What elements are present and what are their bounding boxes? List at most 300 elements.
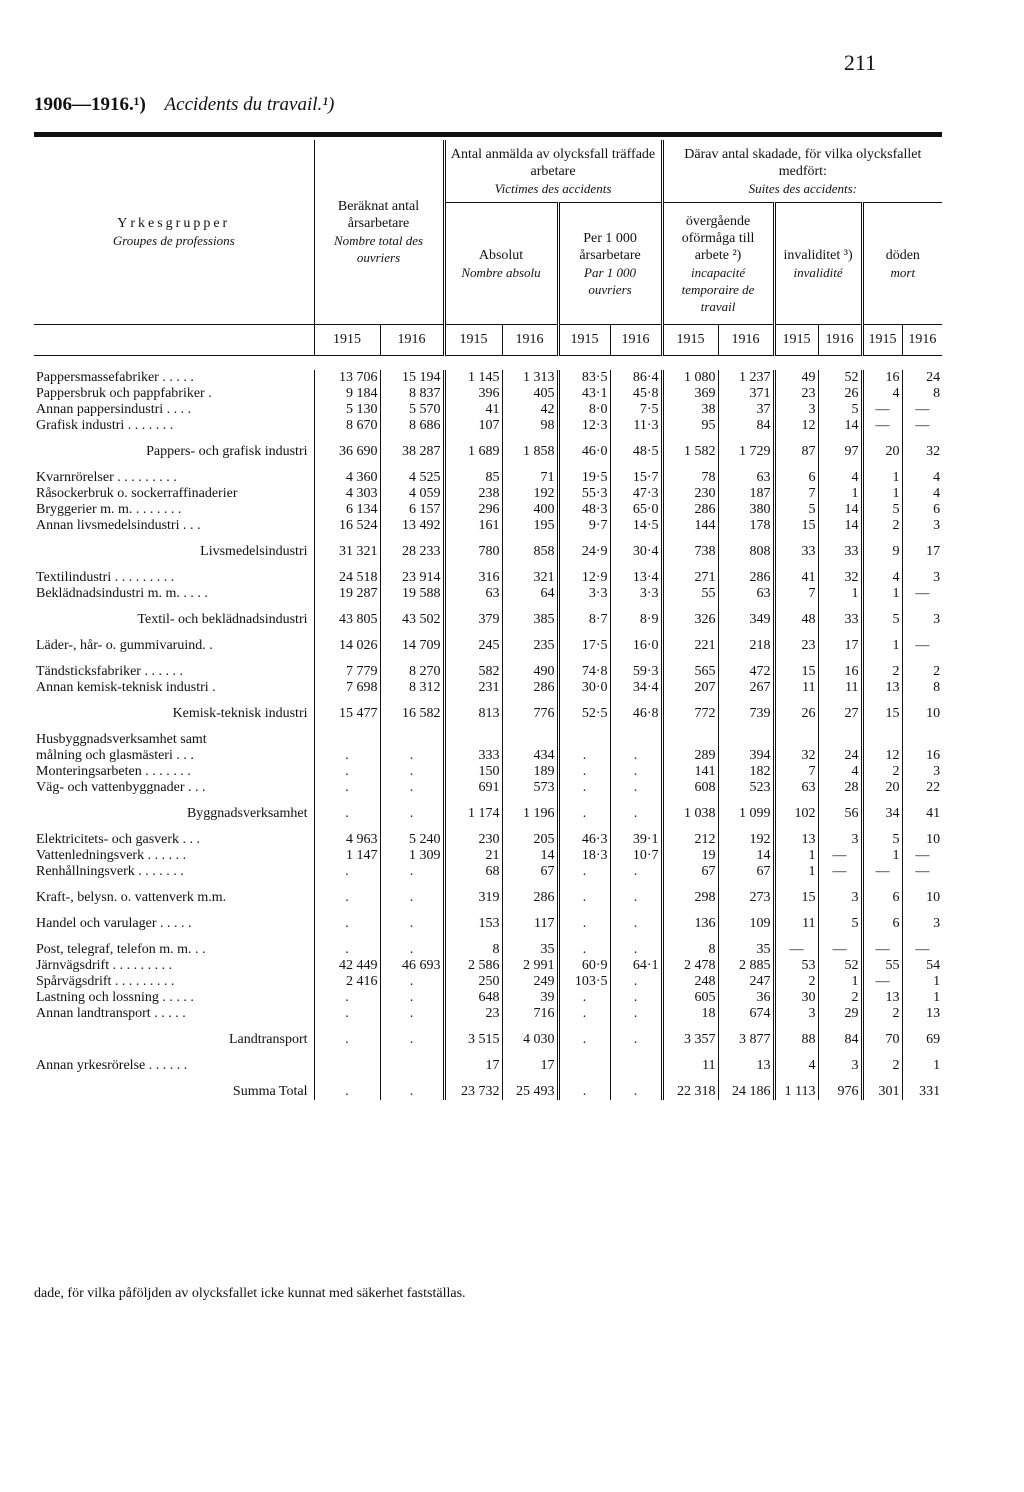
- cell-value: 2 586: [444, 958, 502, 974]
- cell-value: 12: [774, 418, 818, 434]
- cell-value: 1 689: [444, 444, 502, 460]
- cell-value: 8: [902, 386, 942, 402]
- cell-value: 349: [718, 612, 774, 628]
- cell-value: 674: [718, 1006, 774, 1022]
- cell-value: 2: [862, 764, 902, 780]
- cell-value: 102: [774, 806, 818, 822]
- death-header: [862, 203, 942, 325]
- cell-value: 8·7: [558, 612, 610, 628]
- cell-value: 11: [818, 680, 862, 696]
- cell-value: .: [380, 864, 444, 880]
- cell-value: 7 698: [314, 680, 380, 696]
- cell-value: .: [380, 1084, 444, 1100]
- cell-value: 17·5: [558, 638, 610, 654]
- cell-value: 63: [444, 586, 502, 602]
- cell-value: 32: [818, 570, 862, 586]
- cell-value: 30·0: [558, 680, 610, 696]
- row-label: Bryggerier m. m. . . . . . . .: [36, 502, 182, 517]
- cell-value: 56: [818, 806, 862, 822]
- cell-value: 64·1: [610, 958, 662, 974]
- table-row-total: [34, 706, 942, 722]
- cell-value: 249: [502, 974, 558, 990]
- cell-value: 4: [818, 470, 862, 486]
- row-label: Annan landtransport . . . . .: [36, 1006, 186, 1021]
- cell-value: 46·3: [558, 832, 610, 848]
- cell-value: 46·8: [610, 706, 662, 722]
- cell-value: 605: [662, 990, 718, 1006]
- cell-value: 4 059: [380, 486, 444, 502]
- cell-value: 23 914: [380, 570, 444, 586]
- cell-value: 71: [502, 470, 558, 486]
- spacer-row: [34, 906, 942, 916]
- cell-value: 319: [444, 890, 502, 906]
- cell-value: [818, 732, 862, 748]
- cell-value: 286: [502, 680, 558, 696]
- row-label: Kvarnrörelser . . . . . . . . .: [36, 470, 177, 485]
- cell-value: [718, 732, 774, 748]
- cell-value: 117: [502, 916, 558, 932]
- cell-value: 2 478: [662, 958, 718, 974]
- cell-value: 14: [502, 848, 558, 864]
- cell-value: 1 582: [662, 444, 718, 460]
- cell-value: —: [818, 864, 862, 880]
- cell-value: 369: [662, 386, 718, 402]
- cell-value: 60·9: [558, 958, 610, 974]
- temporary-header-sv: övergående oförmåga till arbete ²): [681, 213, 755, 263]
- cell-value: .: [314, 780, 380, 796]
- cell-value: 54: [902, 958, 942, 974]
- cell-value: 14 709: [380, 638, 444, 654]
- year-header: 1915: [774, 325, 818, 356]
- cell-value: .: [314, 1032, 380, 1048]
- cell-value: 1 174: [444, 806, 502, 822]
- year-header: 1915: [662, 325, 718, 356]
- table-row: [34, 832, 942, 848]
- row-label: Handel och varulager . . . . .: [36, 916, 192, 931]
- spacer-row: [34, 534, 942, 544]
- table-row: [34, 942, 942, 958]
- consequences-header: [662, 140, 942, 203]
- cell-value: 2: [774, 974, 818, 990]
- cell-value: 3: [818, 832, 862, 848]
- cell-value: 1: [818, 486, 862, 502]
- table-row-total: [34, 444, 942, 460]
- cell-value: 36: [718, 990, 774, 1006]
- row-label: Textil- och beklädnadsindustri: [137, 612, 308, 627]
- cell-value: —: [862, 974, 902, 990]
- cell-value: 13 492: [380, 518, 444, 534]
- cell-value: 78: [662, 470, 718, 486]
- cell-value: 88: [774, 1032, 818, 1048]
- cell-value: 52: [818, 370, 862, 386]
- cell-value: 28 233: [380, 544, 444, 560]
- cell-value: 3 877: [718, 1032, 774, 1048]
- cell-value: 4 963: [314, 832, 380, 848]
- cell-value: 55: [862, 958, 902, 974]
- cell-value: 36 690: [314, 444, 380, 460]
- cell-value: 67: [662, 864, 718, 880]
- cell-value: 35: [718, 942, 774, 958]
- cell-value: 84: [718, 418, 774, 434]
- cell-value: 52·5: [558, 706, 610, 722]
- cell-value: .: [314, 864, 380, 880]
- footnote: dade, för vilka påföljden av olycksfallet icke kunnat med säkerhet fastställas.: [34, 1286, 466, 1301]
- cell-value: 271: [662, 570, 718, 586]
- cell-value: 23: [774, 638, 818, 654]
- row-label: Tändsticksfabriker . . . . . .: [36, 664, 183, 679]
- row-label: Annan kemisk-teknisk industri .: [36, 680, 216, 695]
- cell-value: 19 588: [380, 586, 444, 602]
- cell-value: 1 729: [718, 444, 774, 460]
- cell-value: 8 837: [380, 386, 444, 402]
- spacer-row: [34, 654, 942, 664]
- cell-value: [444, 732, 502, 748]
- cell-value: 16 582: [380, 706, 444, 722]
- cell-value: 33: [774, 544, 818, 560]
- cell-value: 385: [502, 612, 558, 628]
- cell-value: .: [380, 1032, 444, 1048]
- table-body: [34, 370, 942, 1100]
- per1000-header-fr: Par 1 000 ouvriers: [584, 264, 637, 297]
- cell-value: 15: [774, 664, 818, 680]
- cell-value: 286: [662, 502, 718, 518]
- cell-value: .: [380, 764, 444, 780]
- cell-value: 7 779: [314, 664, 380, 680]
- cell-value: 5: [862, 612, 902, 628]
- year-header: 1915: [444, 325, 502, 356]
- temporary-header: [662, 203, 774, 325]
- table-header: [34, 140, 942, 370]
- cell-value: 301: [862, 1084, 902, 1100]
- cell-value: 1: [774, 848, 818, 864]
- cell-value: —: [902, 864, 942, 880]
- cell-value: [314, 732, 380, 748]
- table-row: [34, 864, 942, 880]
- cell-value: 23 732: [444, 1084, 502, 1100]
- cell-value: 8: [662, 942, 718, 958]
- cell-value: 103·5: [558, 974, 610, 990]
- cell-value: .: [314, 748, 380, 764]
- cell-value: 34·4: [610, 680, 662, 696]
- cell-value: [662, 732, 718, 748]
- cell-value: —: [902, 586, 942, 602]
- table-row-total: [34, 612, 942, 628]
- cell-value: 14: [718, 848, 774, 864]
- cell-value: 250: [444, 974, 502, 990]
- reported-header-fr: Victimes des accidents: [494, 180, 612, 196]
- cell-value: 4 360: [314, 470, 380, 486]
- table-row: [34, 570, 942, 586]
- cell-value: 192: [718, 832, 774, 848]
- table-row-total: [34, 806, 942, 822]
- cell-value: 17: [902, 544, 942, 560]
- cell-value: 4: [862, 570, 902, 586]
- cell-value: .: [314, 1006, 380, 1022]
- table-row: [34, 848, 942, 864]
- spacer-row: [34, 434, 942, 444]
- cell-value: 7: [774, 586, 818, 602]
- cell-value: 648: [444, 990, 502, 1006]
- table-row: [34, 470, 942, 486]
- row-label: Pappersmassefabriker . . . . .: [36, 370, 194, 385]
- cell-value: 16: [862, 370, 902, 386]
- cell-value: —: [902, 638, 942, 654]
- table-row: [34, 664, 942, 680]
- cell-value: .: [558, 1084, 610, 1100]
- cell-value: 1: [902, 974, 942, 990]
- invalidity-header: [774, 203, 862, 325]
- cell-value: .: [380, 942, 444, 958]
- cell-value: 3·3: [610, 586, 662, 602]
- row-label: Råsockerbruk o. sockerraffinaderier: [36, 486, 238, 501]
- cell-value: 1: [818, 586, 862, 602]
- cell-value: 48: [774, 612, 818, 628]
- cell-value: 19·5: [558, 470, 610, 486]
- spacer-row: [34, 696, 942, 706]
- table-row: [34, 418, 942, 434]
- cell-value: 182: [718, 764, 774, 780]
- row-label: Post, telegraf, telefon m. m. . .: [36, 942, 206, 957]
- cell-value: 33: [818, 612, 862, 628]
- cell-value: [314, 1058, 380, 1074]
- cell-value: [862, 732, 902, 748]
- cell-value: 5 570: [380, 402, 444, 418]
- cell-value: 4: [818, 764, 862, 780]
- cell-value: 17: [818, 638, 862, 654]
- cell-value: 74·8: [558, 664, 610, 680]
- cell-value: 2: [902, 664, 942, 680]
- cell-value: .: [610, 990, 662, 1006]
- cell-value: 195: [502, 518, 558, 534]
- page-number: 211: [843, 50, 877, 75]
- cell-value: .: [380, 974, 444, 990]
- cell-value: 16: [818, 664, 862, 680]
- cell-value: 22 318: [662, 1084, 718, 1100]
- cell-value: [558, 732, 610, 748]
- cell-value: 230: [444, 832, 502, 848]
- cell-value: 70: [862, 1032, 902, 1048]
- cell-value: .: [558, 942, 610, 958]
- cell-value: 43 502: [380, 612, 444, 628]
- cell-value: 6: [862, 916, 902, 932]
- cell-value: 1 237: [718, 370, 774, 386]
- cell-value: 63: [718, 470, 774, 486]
- cell-value: 1 313: [502, 370, 558, 386]
- cell-value: 15·7: [610, 470, 662, 486]
- cell-value: 86·4: [610, 370, 662, 386]
- cell-value: .: [558, 1032, 610, 1048]
- cell-value: 12·9: [558, 570, 610, 586]
- cell-value: 161: [444, 518, 502, 534]
- cell-value: 17: [444, 1058, 502, 1074]
- cell-value: 13·4: [610, 570, 662, 586]
- cell-value: 6: [862, 890, 902, 906]
- cell-value: 5: [862, 502, 902, 518]
- cell-value: 15: [774, 518, 818, 534]
- table-row: [34, 586, 942, 602]
- row-label: Annan livsmedelsindustri . . .: [36, 518, 201, 533]
- cell-value: 772: [662, 706, 718, 722]
- cell-value: 33: [818, 544, 862, 560]
- cell-value: 286: [502, 890, 558, 906]
- consequences-header-sv: Därav antal skadade, för vilka olycksfallet medfört:: [684, 146, 922, 179]
- cell-value: .: [380, 748, 444, 764]
- cell-value: 17: [502, 1058, 558, 1074]
- cell-value: 3: [902, 518, 942, 534]
- cell-value: 1: [818, 974, 862, 990]
- cell-value: 9 184: [314, 386, 380, 402]
- cell-value: 780: [444, 544, 502, 560]
- cell-value: 20: [862, 780, 902, 796]
- cell-value: .: [558, 890, 610, 906]
- cell-value: [502, 732, 558, 748]
- cell-value: .: [558, 748, 610, 764]
- cell-value: 29: [818, 1006, 862, 1022]
- table-row: [34, 890, 942, 906]
- table-row: [34, 990, 942, 1006]
- cell-value: 289: [662, 748, 718, 764]
- cell-value: 4 303: [314, 486, 380, 502]
- cell-value: 20: [862, 444, 902, 460]
- cell-value: 63: [718, 586, 774, 602]
- year-header: 1915: [558, 325, 610, 356]
- row-label: Elektricitets- och gasverk . . .: [36, 832, 201, 847]
- cell-value: .: [610, 916, 662, 932]
- cell-value: 67: [502, 864, 558, 880]
- cell-value: 273: [718, 890, 774, 906]
- spacer-row: [34, 880, 942, 890]
- row-label: Järnvägsdrift . . . . . . . . .: [36, 958, 173, 973]
- cell-value: 380: [718, 502, 774, 518]
- cell-value: 97: [818, 444, 862, 460]
- cell-value: .: [610, 1006, 662, 1022]
- cell-value: 24: [818, 748, 862, 764]
- consequences-header-fr: Suites des accidents:: [748, 180, 857, 196]
- cell-value: 30·4: [610, 544, 662, 560]
- cell-value: 3·3: [558, 586, 610, 602]
- cell-value: 30: [774, 990, 818, 1006]
- row-label: Husbyggnadsverksamhet samt: [36, 732, 207, 747]
- cell-value: 3: [902, 612, 942, 628]
- year-header: 1915: [314, 325, 380, 356]
- cell-value: 83·5: [558, 370, 610, 386]
- table-row: [34, 916, 942, 932]
- cell-value: 24: [902, 370, 942, 386]
- cell-value: —: [902, 418, 942, 434]
- row-label: Väg- och vattenbyggnader . . .: [36, 780, 206, 795]
- cell-value: 192: [502, 486, 558, 502]
- death-header-fr: mort: [890, 264, 916, 280]
- row-label: Kraft-, belysn. o. vattenverk m.m.: [36, 890, 227, 905]
- year-header: 1916: [380, 325, 444, 356]
- cell-value: .: [610, 1084, 662, 1100]
- running-head: [34, 94, 334, 116]
- cell-value: 15 477: [314, 706, 380, 722]
- cell-value: 1 196: [502, 806, 558, 822]
- cell-value: 858: [502, 544, 558, 560]
- cell-value: 1 080: [662, 370, 718, 386]
- cell-value: 26: [774, 706, 818, 722]
- invalidity-header-fr: invalidité: [793, 264, 843, 280]
- row-label: Pappersbruk och pappfabriker .: [36, 386, 212, 401]
- cell-value: 405: [502, 386, 558, 402]
- cell-value: [902, 732, 942, 748]
- spacer-row: [34, 796, 942, 806]
- cell-value: 267: [718, 680, 774, 696]
- cell-value: 5: [862, 832, 902, 848]
- cell-value: 153: [444, 916, 502, 932]
- row-label: Vattenledningsverk . . . . . .: [36, 848, 187, 863]
- cell-value: 3: [774, 1006, 818, 1022]
- cell-value: 178: [718, 518, 774, 534]
- absolute-header-sv: Absolut: [478, 247, 524, 263]
- cell-value: 2 416: [314, 974, 380, 990]
- cell-value: 3: [902, 764, 942, 780]
- cell-value: 4: [774, 1058, 818, 1074]
- cell-value: 371: [718, 386, 774, 402]
- cell-value: 24 518: [314, 570, 380, 586]
- cell-value: [558, 1058, 610, 1074]
- cell-value: 316: [444, 570, 502, 586]
- cell-value: 187: [718, 486, 774, 502]
- workers-header: [314, 140, 444, 325]
- table-row: [34, 402, 942, 418]
- cell-value: 582: [444, 664, 502, 680]
- year-header: 1916: [610, 325, 662, 356]
- cell-value: 84: [818, 1032, 862, 1048]
- death-header-sv: döden: [885, 247, 920, 263]
- cell-value: 9·7: [558, 518, 610, 534]
- cell-value: 10: [902, 706, 942, 722]
- cell-value: 31 321: [314, 544, 380, 560]
- cell-value: 19 287: [314, 586, 380, 602]
- cell-value: .: [610, 764, 662, 780]
- cell-value: 8 670: [314, 418, 380, 434]
- cell-value: 8 686: [380, 418, 444, 434]
- workers-header-sv: Beräknat antal årsarbetare: [337, 199, 420, 231]
- reported-header: [444, 140, 662, 203]
- per1000-header: [558, 203, 662, 325]
- cell-value: [774, 732, 818, 748]
- table-row: [34, 764, 942, 780]
- accident-statistics-table: [34, 140, 942, 1100]
- table-row: [34, 1058, 942, 1074]
- cell-value: .: [314, 806, 380, 822]
- cell-value: 1 038: [662, 806, 718, 822]
- spacer-row: [34, 560, 942, 570]
- table-row: [34, 386, 942, 402]
- spacer-row: [34, 722, 942, 732]
- spacer-row: [34, 932, 942, 942]
- cell-value: 141: [662, 764, 718, 780]
- cell-value: 55: [662, 586, 718, 602]
- cell-value: —: [818, 848, 862, 864]
- cell-value: 55·3: [558, 486, 610, 502]
- cell-value: 691: [444, 780, 502, 796]
- row-label: Annan pappersindustri . . . .: [36, 402, 192, 417]
- cell-value: 26: [818, 386, 862, 402]
- cell-value: 32: [774, 748, 818, 764]
- cell-value: 23: [444, 1006, 502, 1022]
- cell-value: 298: [662, 890, 718, 906]
- cell-value: 13 706: [314, 370, 380, 386]
- cell-value: 15: [774, 890, 818, 906]
- cell-value: .: [314, 1084, 380, 1100]
- cell-value: 48·5: [610, 444, 662, 460]
- cell-value: 24 186: [718, 1084, 774, 1100]
- cell-value: .: [380, 1006, 444, 1022]
- cell-value: 1: [862, 470, 902, 486]
